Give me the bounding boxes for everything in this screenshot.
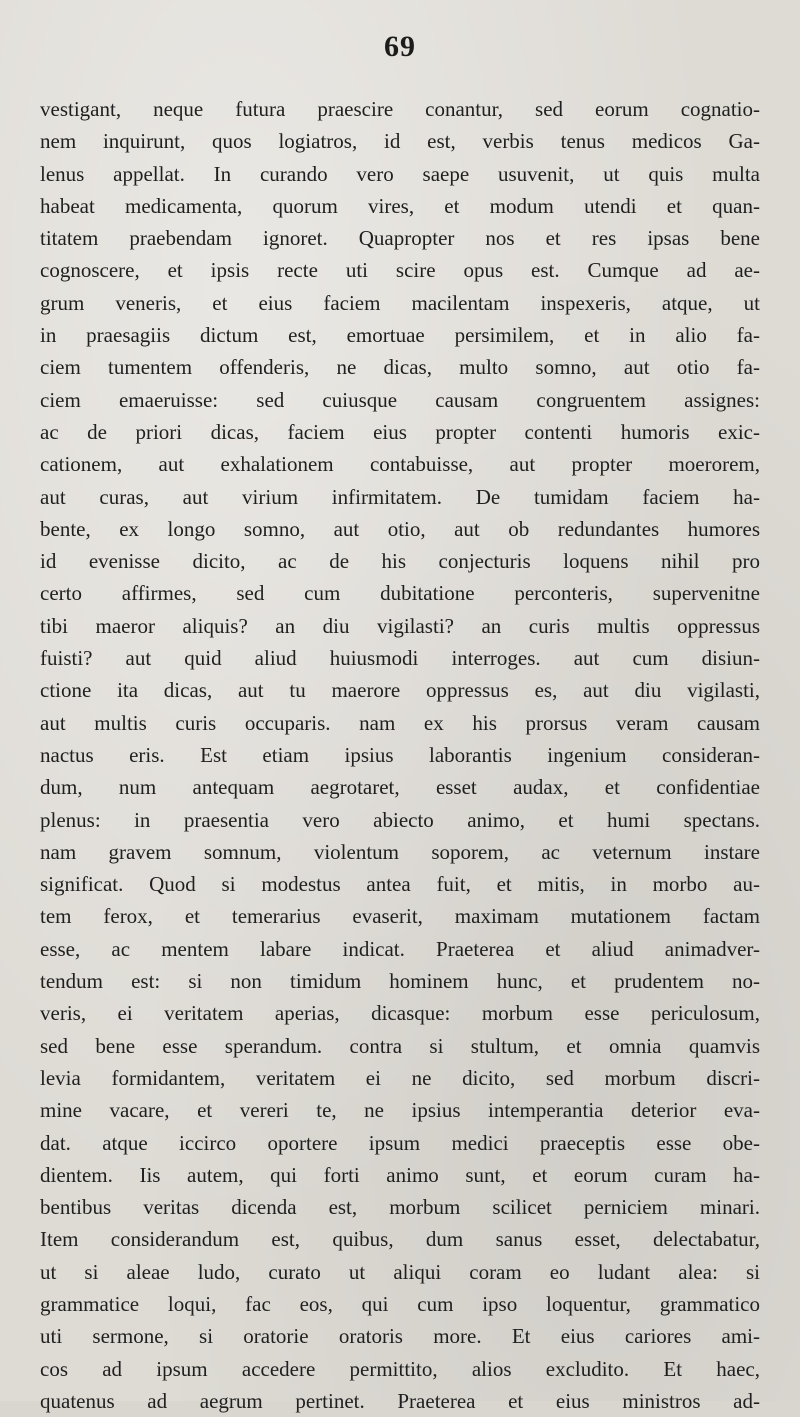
text-line: ciem emaeruisse: sed cuiusque causam congruentem assignes: — [40, 387, 760, 412]
text-line: Item considerandum est, quibus, dum sanus esset, delectabatur, — [40, 1227, 760, 1252]
text-line: grum veneris, et eius faciem macilentam inspexeris, atque, ut — [40, 290, 760, 315]
text-line: in praesagiis dictum est, emortuae persimilem, et in alio fa- — [40, 323, 760, 348]
text-line: nam gravem somnum, violentum soporem, ac veternum instare — [40, 839, 760, 864]
text-line: vestigant, neque futura praescire conantur, sed eorum cognatio- — [40, 97, 760, 121]
page-number: 69 — [384, 30, 416, 63]
text-line: id evenisse dicito, ac de his conjecturis loquens nihil pro — [40, 549, 760, 574]
text-line: fuisti? aut quid aliud huiusmodi interroges. aut cum disiun- — [40, 646, 760, 671]
text-line: mine vacare, et vereri te, ne ipsius intemperantia deterior eva- — [40, 1098, 760, 1123]
text-line: dientem. Iis autem, qui forti animo sunt, et eorum curam ha- — [40, 1162, 760, 1187]
text-line: uti sermone, si oratorie oratoris more. Et eius cariores ami- — [40, 1324, 760, 1349]
text-line: habeat medicamenta, quorum vires, et modum utendi et quan- — [40, 193, 760, 218]
text-line: plenus: in praesentia vero abiecto animo, et humi spectans. — [40, 807, 760, 832]
text-line: tendum est: si non timidum hominem hunc, et prudentem no- — [40, 969, 760, 994]
text-line: nem inquirunt, quos logiatros, id est, verbis tenus medicos Ga- — [40, 129, 760, 154]
text-line: cos ad ipsum accedere permittito, alios excludito. Et haec, — [40, 1356, 760, 1381]
text-line: ctione ita dicas, aut tu maerore oppressus es, aut diu vigilasti, — [40, 678, 760, 703]
text-line: quatenus ad aegrum pertinet. Praeterea et eius ministros ad- — [40, 1388, 760, 1413]
text-line: titatem praebendam ignoret. Quapropter nos et res ipsas bene — [40, 226, 760, 251]
text-line: ut si aleae ludo, curato ut aliqui coram eo ludant alea: si — [40, 1259, 760, 1284]
text-line: aut curas, aut virium infirmitatem. De tumidam faciem ha- — [40, 484, 760, 509]
text-line: aut multis curis occuparis. nam ex his prorsus veram causam — [40, 710, 760, 735]
text-line: esse, ac mentem labare indicat. Praeterea et aliud animadver- — [40, 936, 760, 961]
text-line: levia formidantem, veritatem ei ne dicito, sed morbum discri- — [40, 1065, 760, 1090]
text-line: bentibus veritas dicenda est, morbum scilicet perniciem minari. — [40, 1195, 760, 1220]
body-text — [40, 93, 760, 1417]
text-line: tem ferox, et temerarius evaserit, maximam mutationem factam — [40, 904, 760, 929]
text-line: cationem, aut exhalationem contabuisse, aut propter moerorem, — [40, 452, 760, 477]
text-line: significat. Quod si modestus antea fuit, et mitis, in morbo au- — [40, 872, 760, 897]
text-line: dat. atque iccirco oportere ipsum medici praeceptis esse obe- — [40, 1130, 760, 1155]
text-line: tibi maeror aliquis? an diu vigilasti? an curis multis oppressus — [40, 613, 760, 638]
text-line: sed bene esse sperandum. contra si stultum, et omnia quamvis — [40, 1033, 760, 1058]
text-line: ac de priori dicas, faciem eius propter contenti humoris exic- — [40, 419, 760, 444]
text-line: veris, ei veritatem aperias, dicasque: morbum esse periculosum, — [40, 1001, 760, 1026]
text-line: certo affirmes, sed cum dubitatione perconteris, supervenitne — [40, 581, 760, 606]
text-line: bente, ex longo somno, aut otio, aut ob redundantes humores — [40, 516, 760, 541]
text-line: grammatice loqui, fac eos, qui cum ipso loquentur, grammatico — [40, 1291, 760, 1316]
text-line: dum, num antequam aegrotaret, esset audax, et confidentiae — [40, 775, 760, 800]
text-line: ciem tumentem offenderis, ne dicas, multo somno, aut otio fa- — [40, 355, 760, 380]
text-line: lenus appellat. In curando vero saepe usuvenit, ut quis multa — [40, 161, 760, 186]
text-line: nactus eris. Est etiam ipsius laborantis ingenium consideran- — [40, 742, 760, 767]
text-line: cognoscere, et ipsis recte uti scire opus est. Cumque ad ae- — [40, 258, 760, 283]
